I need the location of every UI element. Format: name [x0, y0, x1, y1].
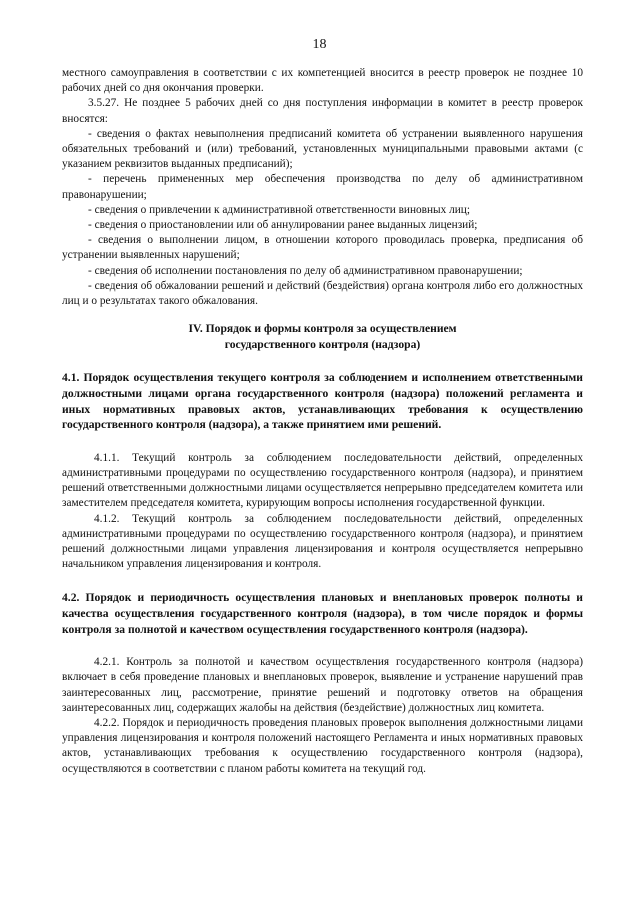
subsection-heading-4-2: 4.2. Порядок и периодичность осуществления плановых и внеплановых проверок полноты и качества осуществления государственного контроля (надзора), в том числе порядок и формы контроля за полнотой и качеством осуществления государственного контроля (надзора).	[62, 591, 583, 636]
paragraph-continuation: местного самоуправления в соответствии с их компетенцией вносится в реестр проверок не позднее 10 рабочих дней со дня окончания проверки.	[62, 67, 583, 95]
paragraph-3-5-27: 3.5.27. Не позднее 5 рабочих дней со дня поступления информации в комитет в реестр проверок вносятся:	[62, 97, 583, 125]
list-item: - сведения об обжаловании решений и действий (бездействия) органа контроля либо его должностных лиц и о результатах такого обжалования.	[62, 279, 583, 308]
section-heading-line-2: государственного контроля (надзора)	[224, 337, 421, 351]
list-item: - сведения о фактах невыполнения предписаний комитета об устранении выявленного нарушения обязательных требований и (или) требований, установленных муниципальными правовыми актами (с указанием реквизитов выданных предписаний);	[62, 127, 583, 171]
paragraph-4-2-2: 4.2.2. Порядок и периодичность проведения плановых проверок выполнения должностными лицами управления лицензирования и контроля положений настоящего Регламента и иных нормативных правовых актов, устанавливающих требования к осуществлению государственного контроля (надзора), осуществляются в соответствии с планом работы комитета на текущий год.	[62, 717, 583, 775]
list-item: - перечень примененных мер обеспечения производства по делу об административном правонарушении;	[62, 173, 583, 201]
section-heading	[62, 321, 583, 352]
list-item: - сведения о выполнении лицом, в отношении которого проводилась проверка, предписания об устранении выявленных нарушений;	[62, 234, 583, 262]
page-body	[62, 66, 583, 777]
paragraph-4-2-1: 4.2.1. Контроль за полнотой и качеством осуществления государственного контроля (надзора) включает в себя проведение плановых и внеплановых проверок, выявление и устранение нарушений прав заинтересованных лиц, рассмотрение, принятие решений и подготовку ответов на обращения заинтересованных лиц, содержащих жалобы на действия (бездействие) должностных лиц комитета.	[62, 656, 583, 714]
section-heading-line-1: IV. Порядок и формы контроля за осуществлением	[188, 322, 457, 336]
paragraph-4-1-2: 4.1.2. Текущий контроль за соблюдением последовательности действий, определенных административными процедурами по осуществлению государственного контроля (надзора), и принятием решений должностными лицами управления лицензирования и контроля осуществляется непрерывно начальником управления лицензирования и контроля.	[62, 512, 583, 571]
list-item: - сведения о приостановлении или об аннулировании ранее выданных лицензий;	[88, 219, 478, 232]
page-number: 18	[312, 37, 327, 52]
list-item: - сведения об исполнении постановления по делу об административном правонарушении;	[88, 264, 523, 277]
list-item: - сведения о привлечении к административной ответственности виновных лиц;	[88, 203, 470, 216]
subsection-heading-4-1: 4.1. Порядок осуществления текущего контроля за соблюдением и исполнением ответственными должностными лицами органа государственного контроля (надзора) положений регламента и иных нормативных правовых актов, устанавливающих требования к осуществлению государственного контроля (надзора), а также принятием ими решений.	[62, 371, 583, 432]
paragraph-4-1-1: 4.1.1. Текущий контроль за соблюдением последовательности действий, определенных административными процедурами по осуществлению государственного контроля (надзора), и принятием решений ответственными должностными лицами осуществляется непрерывно председателем комитета или заместителем председателя комитета, курирующим вопросы исполнения государственной функции.	[62, 451, 583, 510]
